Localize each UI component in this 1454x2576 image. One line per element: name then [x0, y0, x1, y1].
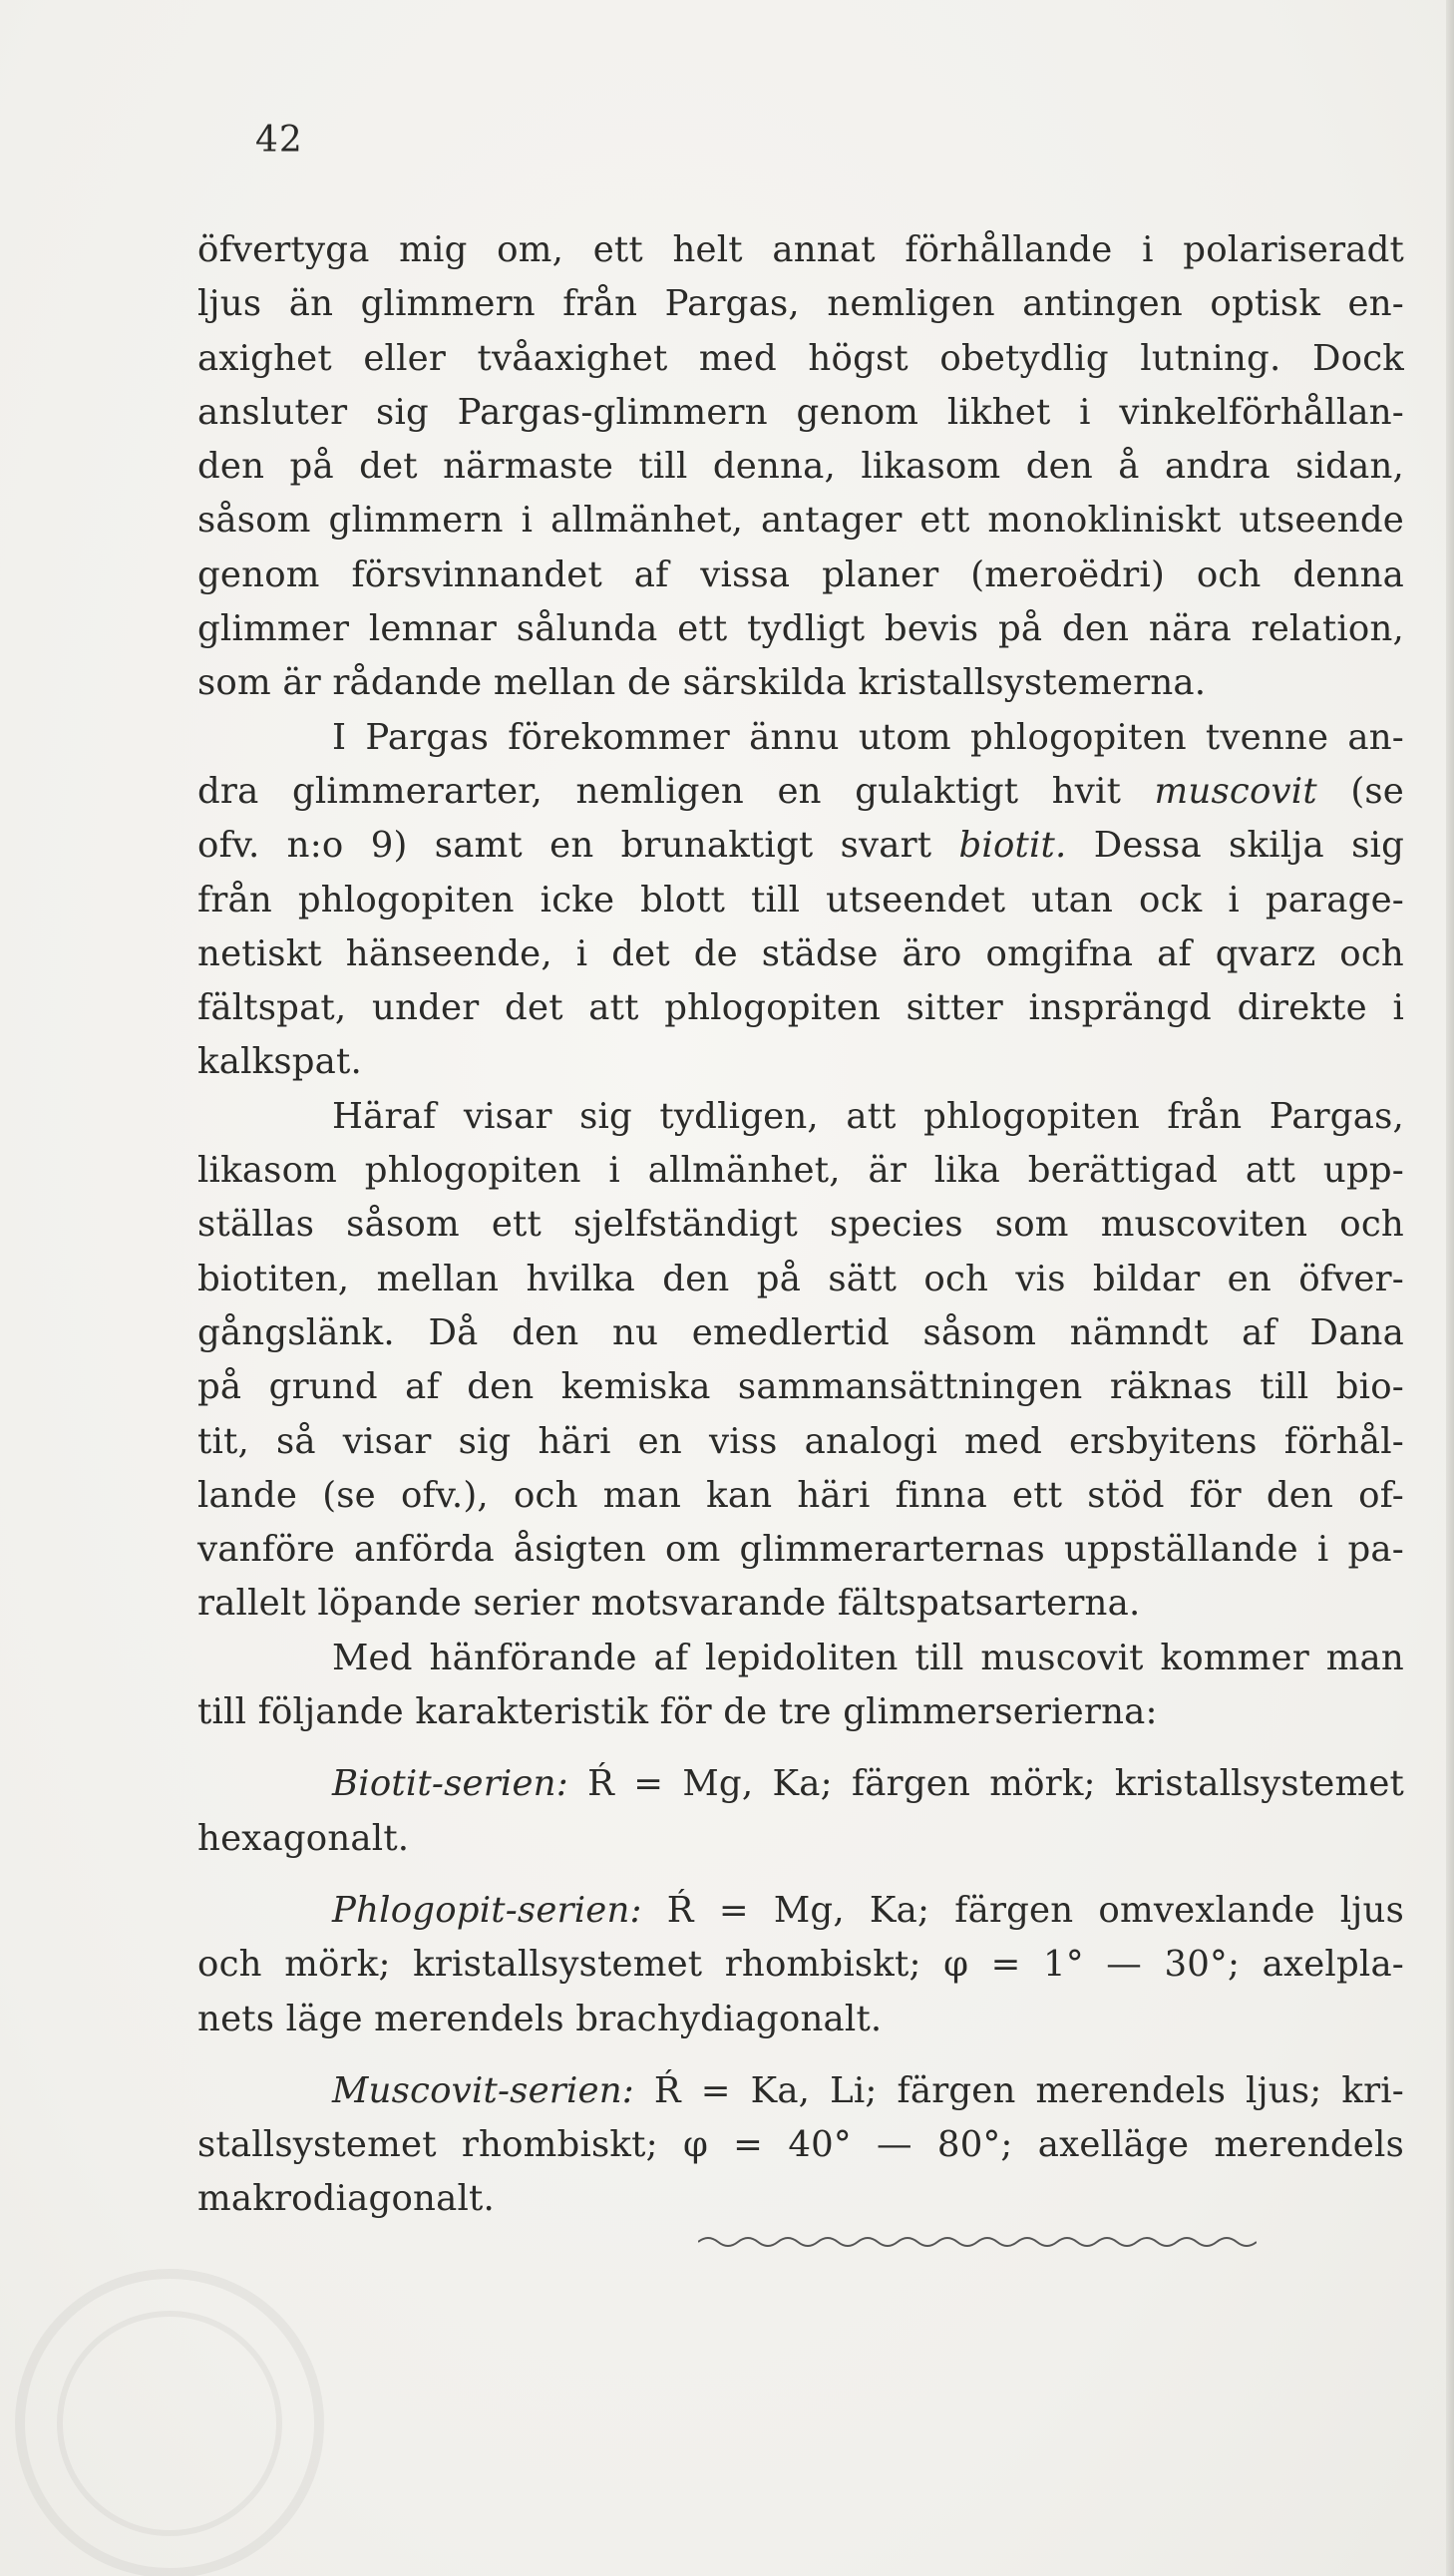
phlogopit-definition	[197, 1884, 1404, 1938]
text-line: till följande karakteristik för de tre glimmerserierna:	[197, 1691, 1158, 1733]
text-line: som är rådande mellan de särskilda kristallsystemerna.	[197, 662, 1207, 704]
text-line: gångslänk. Då den nu emedlertid såsom nämndt af Dana	[197, 1311, 1404, 1353]
text-line: axighet eller tvåaxighet med högst obetydlig lutning. Dock	[197, 337, 1404, 379]
text-line: såsom glimmern i allmänhet, antager ett monokliniskt utseende	[197, 500, 1404, 542]
biotit-definition	[197, 1757, 1404, 1811]
text-span: Ŕ = Mg, Ka; färgen mörk; kristallsystemet	[567, 1763, 1404, 1805]
text-line: vanföre anförda åsigten om glimmerarternas uppställande i pa-	[197, 1529, 1404, 1571]
text-line: nets läge merendels brachydiagonalt.	[197, 1998, 883, 2039]
text-line: ljus än glimmern från Pargas, nemligen antingen optisk en-	[197, 283, 1404, 325]
text-line: makrodiagonalt.	[197, 2178, 495, 2220]
library-stamp-watermark	[0, 2254, 339, 2576]
emphasis-biotit: biotit.	[958, 825, 1067, 867]
text-line: biotiten, mellan hvilka den på sätt och vis bildar en öfver-	[197, 1258, 1404, 1299]
text-span: ofv. n:o 9) samt en brunaktigt svart	[197, 825, 959, 867]
page-number: 42	[255, 120, 303, 161]
text-line: på grund af den kemiska sammansättningen räknas till bio-	[197, 1366, 1404, 1408]
text-line: tit, så visar sig häri en viss analogi med ersbyitens förhål-	[197, 1420, 1404, 1462]
text-line: från phlogopiten icke blott till utseendet utan ock i parage-	[197, 879, 1404, 920]
muscovit-series-label: Muscovit-serien:	[332, 2069, 634, 2111]
text-line: likasom phlogopiten i allmänhet, är lika berättigad att upp-	[197, 1150, 1404, 1192]
emphasis-muscovit: muscovit	[1154, 770, 1317, 812]
text-line: och mörk; kristallsystemet rhombiskt; φ = 1° — 30°; axelpla-	[197, 1944, 1404, 1986]
text-line: öfvertyga mig om, ett helt annat förhållande i polariseradt	[197, 229, 1404, 270]
text-line: ställas såsom ett sjelfständigt species som muscoviten och	[197, 1204, 1404, 1246]
page-edge	[1446, 0, 1454, 2576]
text-line: stallsystemet rhombiskt; φ = 40° — 80°; axelläge merendels	[197, 2124, 1404, 2166]
text-line: fältspat, under det att phlogopiten sitter insprängd direkte i	[197, 987, 1404, 1029]
text-line: lande (se ofv.), och man kan häri finna ett stöd för den of-	[197, 1474, 1404, 1516]
phlogopit-series-label: Phlogopit-serien:	[332, 1889, 642, 1931]
text-line: Häraf visar sig tydligen, att phlogopiten från Pargas,	[332, 1095, 1404, 1137]
text-line: I Pargas förekommer ännu utom phlogopiten tvenne an-	[332, 716, 1404, 758]
text-span: Dessa skilja sig	[1066, 825, 1404, 867]
text-span: (se	[1316, 770, 1404, 812]
text-line	[197, 819, 1404, 873]
text-line: netiskt hänseende, i det de städse äro omgifna af qvarz och	[197, 932, 1404, 974]
text-line	[197, 765, 1404, 819]
wavy-divider	[698, 2232, 1257, 2252]
muscovit-definition	[197, 2064, 1404, 2118]
biotit-series-label: Biotit-serien:	[332, 1763, 568, 1805]
text-span: Ŕ = Mg, Ka; färgen omvexlande ljus	[641, 1889, 1404, 1931]
text-line: den på det närmaste till denna, likasom den å andra sidan,	[197, 446, 1404, 488]
body-text	[197, 223, 1404, 2227]
text-line: kalkspat.	[197, 1041, 362, 1083]
text-span: Ŕ = Ka, Li; färgen merendels ljus; kri-	[633, 2069, 1404, 2111]
text-line: hexagonalt.	[197, 1817, 410, 1859]
text-line: rallelt löpande serier motsvarande fältspatsarterna.	[197, 1583, 1141, 1625]
text-span: dra glimmerarter, nemligen en gulaktigt hvit	[197, 770, 1155, 812]
text-line: genom försvinnandet af vissa planer (meroëdri) och denna	[197, 553, 1404, 595]
text-line: glimmer lemnar sålunda ett tydligt bevis på den nära relation,	[197, 608, 1404, 650]
text-line: Med hänförande af lepidoliten till muscovit kommer man	[332, 1637, 1404, 1678]
text-line: ansluter sig Pargas-glimmern genom likhet i vinkelförhållan-	[197, 391, 1404, 433]
